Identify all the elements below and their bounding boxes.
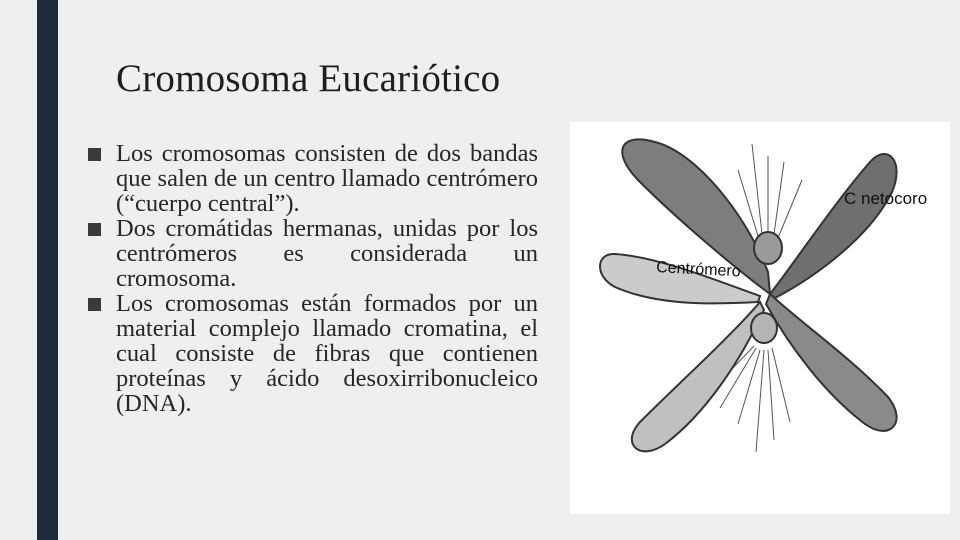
bullet-item-3 <box>86 291 538 416</box>
centromere-label: Centrómero <box>655 259 742 281</box>
light-chromatid <box>600 254 777 451</box>
square-bullet-icon <box>88 298 101 311</box>
bullet-text-1: Los cromosomas consisten de dos bandas que salen de un centro llamado centrómero (“cuerpo central”). <box>116 140 538 217</box>
chromosome-diagram <box>570 122 950 514</box>
slide-title: Cromosoma Eucariótico <box>116 57 501 100</box>
bullet-item-2 <box>86 216 538 291</box>
bullet-text-2: Dos cromátidas hermanas, unidas por los centrómeros es considerada un cromosoma. <box>116 215 538 292</box>
square-bullet-icon <box>88 148 101 161</box>
chromosome-illustration <box>570 122 950 514</box>
accent-bar <box>37 0 58 540</box>
bullet-item-1 <box>86 141 538 216</box>
kinetochore-label: C netocoro <box>844 189 928 208</box>
square-bullet-icon <box>88 223 101 236</box>
bullet-text-3: Los cromosomas están formados por un material complejo llamado cromatina, el cual consiste de fibras que contienen proteínas y ácido desoxirribonucleico (DNA). <box>116 290 538 417</box>
bullet-list <box>86 141 538 416</box>
